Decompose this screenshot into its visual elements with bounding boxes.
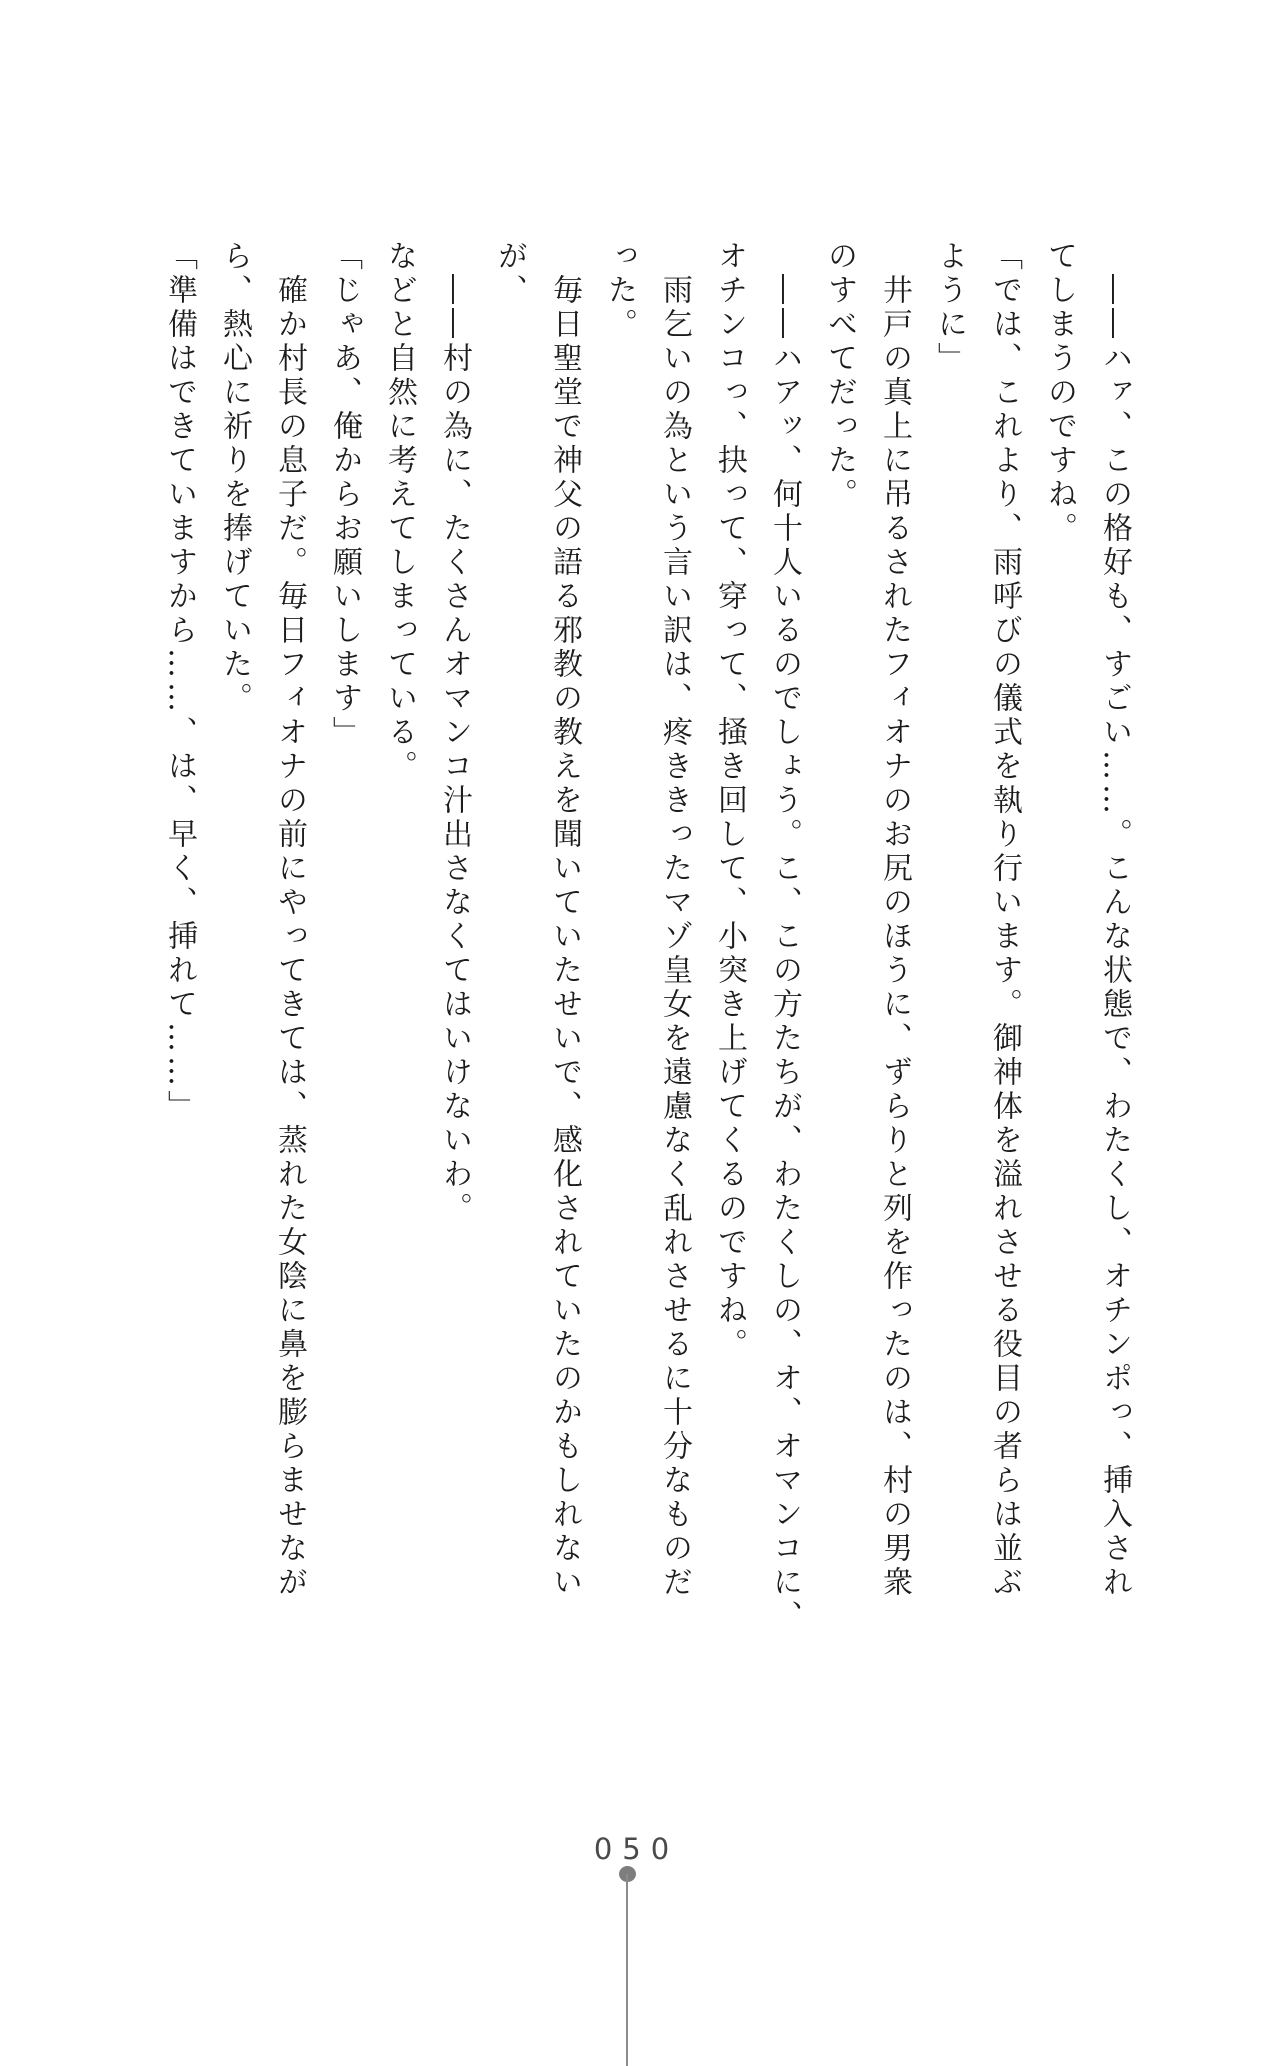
text-line: ら、熱心に祈りを捧げていた。 xyxy=(217,240,252,716)
text-line: のすべてだった。 xyxy=(822,240,857,512)
text-line: 「じゃあ、俺からお願いします」 xyxy=(327,240,362,750)
text-line: 「では、これより、雨呼びの儀式を執り行います。御神体を溢れさせる役目の者らは並ぶ xyxy=(987,240,1022,1600)
text-line: 井戸の真上に吊るされたフィオナのお尻のほうに、ずらりと列を作ったのは、村の男衆 xyxy=(877,240,912,1600)
text-line: 「準備はできていますから……、は、早く、挿れて……」 xyxy=(162,240,197,1124)
text-line: てしまうのですね。 xyxy=(1042,240,1077,546)
text-line: ――ハァ、この格好も、すごい……。こんな状態で、わたくし、オチンポっ、挿入され xyxy=(1097,240,1132,1600)
text-line: ――ハアッ、何十人いるのでしょう。こ、この方たちが、わたくしの、オ、オマンコに、 xyxy=(767,240,802,1634)
footer-line-marker xyxy=(626,1874,628,2066)
novel-text-block xyxy=(152,240,1142,1634)
text-line: オチンコっ、抉って、穿って、掻き回して、小突き上げてくるのですね。 xyxy=(712,240,747,1362)
page-number: 050 xyxy=(593,1832,680,1866)
text-line: 毎日聖堂で神父の語る邪教の教えを聞いていたせいで、感化されていたのかもしれない xyxy=(547,240,582,1600)
text-line: 確か村長の息子だ。毎日フィオナの前にやってきては、蒸れた女陰に鼻を膨らませなが xyxy=(272,240,307,1600)
text-line: が、 xyxy=(492,240,527,308)
text-line: などと自然に考えてしまっている。 xyxy=(382,240,417,784)
text-line: ように」 xyxy=(932,240,967,376)
text-line: った。 xyxy=(602,240,637,342)
text-line: 雨乞いの為という言い訳は、疼ききったマゾ皇女を遠慮なく乱れさせるに十分なものだ xyxy=(657,240,692,1600)
footer-dot-marker xyxy=(619,1866,636,1882)
text-line: ――村の為に、たくさんオマンコ汁出さなくてはいけないわ。 xyxy=(437,240,472,1226)
